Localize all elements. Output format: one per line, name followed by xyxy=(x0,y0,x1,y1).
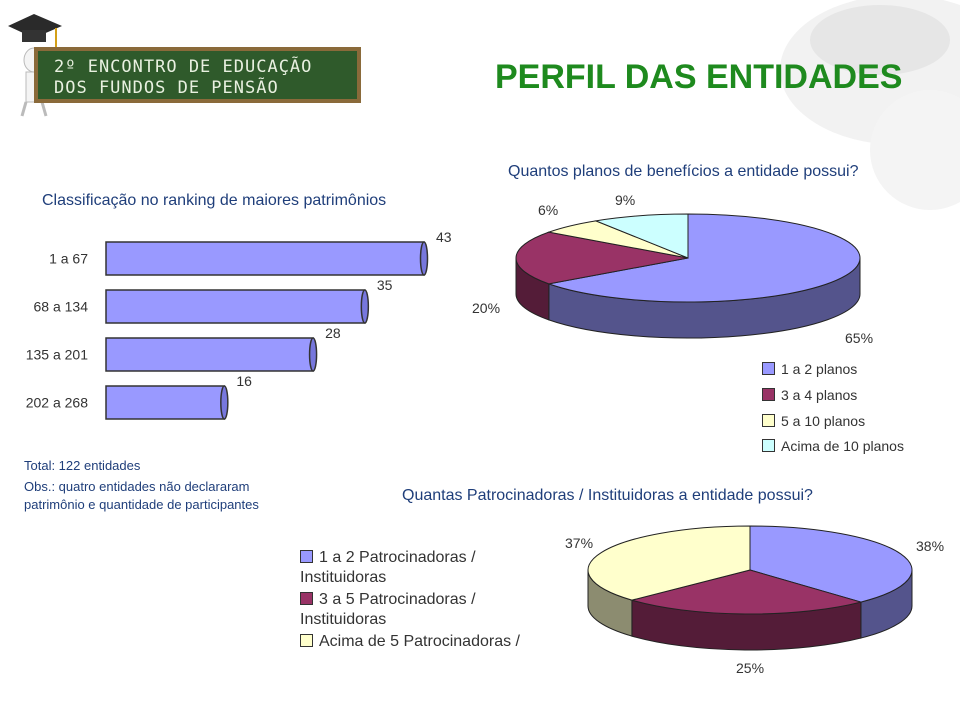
logo-line-1: 2º ENCONTRO DE EDUCAÇÃO xyxy=(54,57,313,77)
bar-value-label: 16 xyxy=(236,373,252,389)
bar-cap-3 xyxy=(310,338,317,371)
bar-4 xyxy=(106,386,224,419)
pie1-label-6: 6% xyxy=(538,202,559,218)
bar-cap-4 xyxy=(221,386,228,419)
logo-line-2: DOS FUNDOS DE PENSÃO xyxy=(54,78,279,98)
pie2-label-38: 38% xyxy=(916,538,945,554)
bar-value-label: 28 xyxy=(325,325,341,341)
pie2-legend-item-2 xyxy=(300,590,540,630)
event-logo xyxy=(34,47,361,103)
pie1-legend-item-3 xyxy=(762,413,865,429)
bar-category-label: 1 a 67 xyxy=(49,250,88,267)
pie-chart-sponsors xyxy=(580,520,930,660)
legend-swatch xyxy=(762,414,775,427)
bar-chart xyxy=(0,230,470,430)
legend-swatch xyxy=(300,550,313,563)
pie1-label-9: 9% xyxy=(615,192,636,208)
pie-chart-plans xyxy=(500,200,880,370)
bar-cap-2 xyxy=(361,290,368,323)
pie1-legend-item-2 xyxy=(762,387,857,403)
bar-value-label: 43 xyxy=(436,230,452,245)
pie2-title: Quantas Patrocinadoras / Instituidoras a entidade possui? xyxy=(402,487,813,504)
pie2-label-37: 37% xyxy=(565,535,594,551)
legend-label: 1 a 2 planos xyxy=(781,361,858,377)
pie2-legend-item-3 xyxy=(300,632,540,652)
pie2-label-25: 25% xyxy=(736,660,765,676)
pie1-legend-item-4 xyxy=(762,438,904,454)
bar-chart-title: Classificação no ranking de maiores patrimônios xyxy=(42,192,387,209)
bar-category-label: 68 a 134 xyxy=(33,298,88,315)
page-title: PERFIL DAS ENTIDADES xyxy=(495,58,903,96)
bar-category-label: 135 a 201 xyxy=(25,346,88,363)
pie1-label-65: 65% xyxy=(845,330,874,346)
bar-3 xyxy=(106,338,313,371)
bar-value-label: 35 xyxy=(376,277,393,293)
legend-swatch xyxy=(762,362,775,375)
bar-category-label: 202 a 268 xyxy=(25,394,88,411)
legend-swatch xyxy=(762,439,775,452)
bar-1 xyxy=(106,242,424,275)
pie1-title: Quantos planos de benefícios a entidade possui? xyxy=(508,163,859,180)
obs-note-line2: patrimônio e quantidade de participantes xyxy=(24,497,259,512)
total-note: Total: 122 entidades xyxy=(24,458,141,473)
pie1-label-20: 20% xyxy=(472,300,501,316)
obs-note-line1: Obs.: quatro entidades não declararam xyxy=(24,479,250,494)
pie1-legend-item-1 xyxy=(762,361,857,377)
legend-label: Acima de 10 planos xyxy=(781,438,904,454)
legend-label: 1 a 2 Patrocinadoras / Instituidoras xyxy=(300,549,476,586)
legend-swatch xyxy=(300,634,313,647)
legend-label: 3 a 4 planos xyxy=(781,387,858,403)
pie2-legend-item-1 xyxy=(300,548,540,588)
legend-label: Acima de 5 Patrocinadoras / xyxy=(319,633,520,650)
bar-cap-1 xyxy=(421,242,428,275)
bar-2 xyxy=(106,290,365,323)
legend-label: 5 a 10 planos xyxy=(781,413,866,429)
legend-swatch xyxy=(300,592,313,605)
legend-label: 3 a 5 Patrocinadoras / Instituidoras xyxy=(300,591,476,628)
legend-swatch xyxy=(762,388,775,401)
